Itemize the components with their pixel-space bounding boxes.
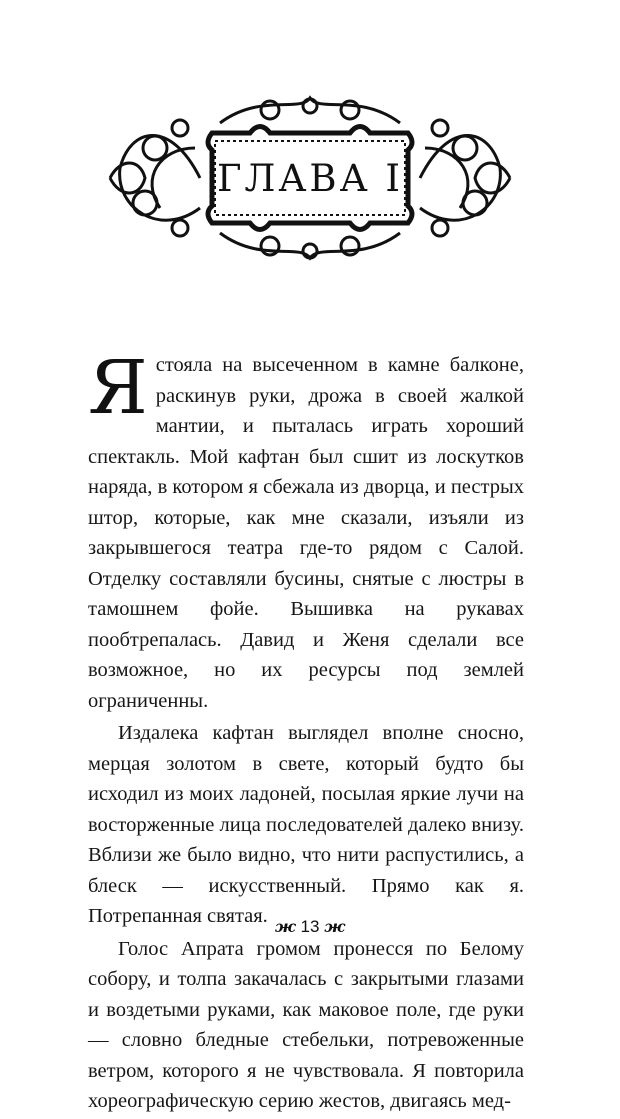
folio-ornament-right: ж [324,917,346,936]
page-number: 13 [300,917,320,936]
paragraph-1-text: стояла на высеченном в камне балконе, раскинув руки, дрожа в своей жалкой мантии, и пыталась играть хороший спектакль. Мой кафтан был сшит из лоскутков наряда, в котором я сбежала из дворца, и пестрых штор, которые, как мне сказали, изъяли из закрывшегося театра где-то рядом с Салой. Отделку составляли бусины, снятые с люстры в тамошнем фойе. Вышивка на рукавах пообтрепалась. Давид и Женя сделали все возможное, но их ресурсы под землей ограниченны. [88,354,524,712]
top-foliage [220,98,400,123]
page-folio [0,917,620,937]
folio-ornament-left: ж [274,917,296,936]
drop-cap: Я [88,345,148,431]
body-text [88,345,524,1119]
bottom-foliage [220,233,400,258]
chapter-title: ГЛАВА I [217,157,403,200]
paragraph-1 [88,345,524,716]
paragraph-3: Голос Апрата громом пронесся по Белому собору, и толпа закачалась с закрытыми глазами и воздетыми руками, как маковое поле, где руки — словно бледные стебельки, потревоженные ветром, которого я не чувствовала. Я повторила хореографическую серию жестов, двигаясь мед- [88,937,524,1112]
paragraph-2: Издалека кафтан выглядел вполне сносно, мерцая золотом в свете, который будто бы исходил из моих ладоней, посылая яркие лучи на восторженные лица последователей далеко внизу. Вблизи же было видно, что нити распустились, а блеск — искусственный. Прямо как я. Потрепанная святая. [88,722,524,927]
